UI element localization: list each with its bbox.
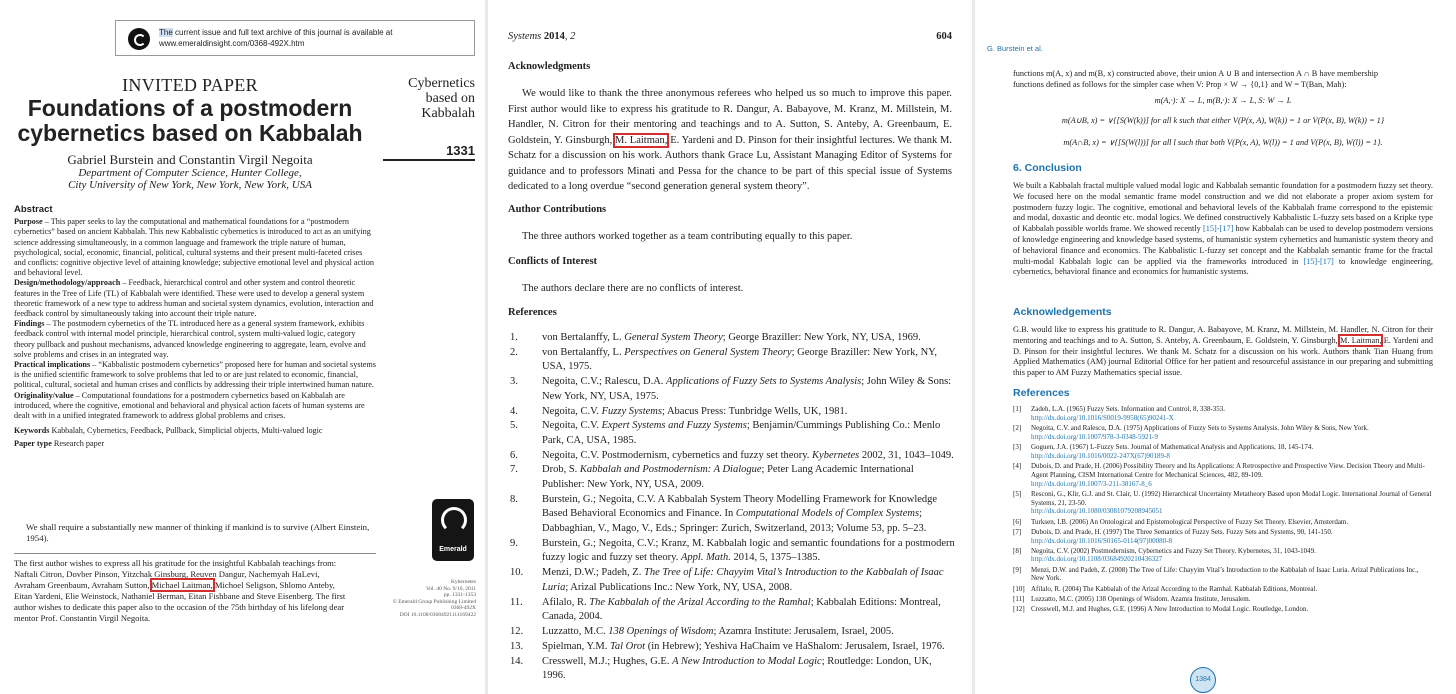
side-journal-title: Cybernetics based on Kabbalah — [408, 76, 475, 121]
doi-link[interactable]: http://dx.doi.org/10.1080/03081079208945051 — [1031, 507, 1163, 516]
abstract-heading: Abstract — [14, 204, 53, 215]
reference-item: [5] Resconi, G., Klir, G.J. and St. Clair, U. (1992) Hierarchical Uncertainty Metatheory Based upon Modal Logic. International Journal of General Systems, 21, 23-50. http://dx.doi.org/10.1080/03081079208945051 — [1013, 489, 1432, 516]
doi-link[interactable]: http://dx.doi.org/10.1016/S0019-9958(65)90241-X — [1031, 413, 1174, 422]
reference-item: 7. Drob, S. Kabbalah and Postmodernism: A Dialogue; Peter Lang Academic International Publisher: New York, NY, USA, 2009. — [510, 464, 914, 491]
reference-list — [510, 331, 956, 684]
formula-intersection: m(A∩B, x) = ∨{[S(W(l))] for all l such that both V(P(x, A), W(l)) = 1 and V(P(x, B), W(l)) = 1}. — [1063, 138, 1383, 147]
reference-item: 11. Afilalo, R. The Kabbalah of the Arizal According to the Ramhal; Kabbalah Editions: Montreal, Canada, 2004. — [510, 596, 941, 623]
reference-item: 4. Negoita, C.V. Fuzzy Systems; Abacus Press: Tunbridge Wells, UK, 1981. — [510, 405, 848, 417]
doi-link[interactable]: http://dx.doi.org/10.1007/978-3-0348-5921-9 — [1031, 432, 1158, 441]
affiliation-line-2: City University of New York, New York, New York, USA — [68, 179, 312, 191]
conflicts-text: The authors declare there are no conflicts of interest. — [522, 283, 744, 294]
running-head: G. Burstein et al. — [987, 44, 1043, 53]
reference-item: [3] Goguen, J.A. (1967) L-Fuzzy Sets. Journal of Mathematical Analysis and Applications, 18, 145-174. http://dx.doi.org/10.1016/0022-247X(67)90189-8 — [1013, 443, 1433, 461]
side-page-number: 1331 — [446, 143, 475, 158]
reference-item: 3. Negoita, C.V.; Ralescu, D.A. Applications of Fuzzy Sets to Systems Analysis; John Wiley & Sons: New York, NY, USA, 1975. — [510, 376, 952, 402]
ack-heading: Acknowledgments — [508, 61, 591, 72]
conclusion-heading: 6. Conclusion — [1013, 162, 1082, 174]
highlight-m-laitman: M. Laitman, — [1340, 335, 1382, 345]
doi-link[interactable]: http://dx.doi.org/10.1016/S0165-0114(97)00080-8 — [1031, 536, 1172, 545]
formula-union: m(A∪B, x) = ∨{[S(W(k))] for all k such that either V(P(x, A), W(k)) = 1 or V(P(x, B), W(k)) = 1} — [1061, 116, 1385, 125]
abstract-purpose: Purpose – This paper seeks to lay the computational and mathematical foundations for a “postmodern cybernetics” based on ancient Kabbalah. This new Kabbalistic cybernetics is introduced to act as an unifying science addressing simultaneously, in a common language and framework the triple nature of human, psychological, social, economic, financial, political, cultural systems and their present multi-faceted crises and conflicts: cognitive objective level of attaining knowledge; subjective emotional level and physical action and behavioral level. — [14, 217, 374, 278]
reference-item: 2. von Bertalanffy, L. Perspectives on General System Theory; George Braziller: New York, NY, USA, 1975. — [510, 346, 938, 373]
reference-item: 6. Negoita, C.V. Postmodernism, cybernetics and fuzzy set theory. Kybernetes 2002, 31, 1043–1049. — [510, 449, 954, 461]
reference-item: [1] Zadeh, L.A. (1965) Fuzzy Sets. Information and Control, 8, 338-353. http://dx.doi.org/10.1016/S0019-9958(65)90241-X — [1013, 405, 1433, 423]
abstract-design: Design/methodology/approach – Feedback, hierarchical control and other system and control theoretic features in the Tree of Life (TL) of Kabbalah were identified. These were used to develop a general system theoretic framework of a new type to address human and societal system dynamics, evolution, interaction and feedback control by simultaneously taking into account their triple nature. — [14, 278, 374, 319]
citation-link[interactable]: [15]-[17] — [1303, 256, 1334, 266]
page-systems — [488, 0, 972, 694]
reference-item: [10] Afilalo, R. (2004) The Kabbalah of the Arizal According to the Ramhal. Kabbalah Editions, Montreal. — [1013, 584, 1318, 593]
reference-item: [9] Menzi, D.W. and Padeh, Z. (2008) The Tree of Life: Chayyim Vital’s Introduction to the Kabbalah of Isaac Luria. Arizal Publications Inc., New York. — [1013, 565, 1419, 583]
reference-item: [8] Negoita, C.V. (2002) Postmodernism, Cybernetics and Fuzzy Set Theory. Kybernetes, 31, 1043-1049. http://dx.doi.org/10.1108/03684920210436327 — [1013, 547, 1433, 565]
page-applied-math — [975, 0, 1456, 694]
doi-link[interactable]: http://dx.doi.org/10.1016/0022-247X(67)90189-8 — [1031, 451, 1170, 460]
paper-kicker: INVITED PAPER — [122, 75, 258, 95]
ack-paragraph: We would like to thank the three anonymous referees who helped us so much to improve this paper. First author would like to express his gratitude to R. Dangur, A. Babayove, M. Kranz, M. Millstein, M. Handler, N. Citron for their mentoring and teachings and to A. Sutton, S. Anteby, A. Greenbaum, E. Goldstein, Y. Ginsburgh, M. Laitman, E. Yardeni and D. Pinson for their insightful lectures. We thank M. Schatz for a discussion on his work. Authors thank Grace Lu, Assistant Managing Editor of Systems for guidance and to professors Minati and Pessa for the chance to be part of this special issue of Systems dedicated to a long overdue “second generation general system theory”. — [508, 88, 952, 192]
abstract — [14, 205, 376, 450]
abstract-findings: Findings – The postmodern cybernetics of the TL introduced here as a general system framework, exhibits feedback control with internal model principle, hierarchical control, system multi-valued logic, category theory pullback and pushout mechanisms, advanced knowledge engineering to aggregate, learn, evolve and solve problems and crises in an integrated way. — [14, 319, 366, 359]
first-page-footnote: The first author wishes to express all his gratitude for the insightful Kabbalah teachings from: Naftali Citron, Dovber Pinson, Yitzchak Ginsburg, Reuven Dangur, Nachemyah HaLevi, Avraham Greenbaum, Avraham Sutton, Michael Laitman, Michoel Seligson, Shlomo Anteby, Eitan Yardeni, Elie Weinstock, Nathaniel Berman, Eitan Fishbane and Steve Eisenberg. The first author wishes to dedicate this paper also to the occasion of the 75th birthday of his lifelong dear mentor Prof. Constantin Virgil Negoita. — [14, 558, 346, 623]
abstract-originality: Originality/value – Computational foundations for a postmodern cybernetics based on Kabbalah are introduced, where the cognitive, emotional and behavioral and physical action facets of human systems are dealt with in a unified integrated framework to address global problems and crises. — [14, 390, 365, 421]
formula-maps: m(A,·): X → L, m(B,·): X → L, S: W → L — [1154, 96, 1292, 105]
refs-heading: References — [1013, 387, 1070, 399]
contrib-text: The three authors worked together as a team contributing equally to this paper. — [522, 231, 853, 242]
reference-item: 14. Cresswell, M.J.; Hughes, G.E. A New Introduction to Modal Logic; Routledge: London, UK, 1996. — [510, 655, 932, 682]
reference-item: [12] Cresswell, M.J. and Hughes, G.E. (1996) A New Introduction to Modal Logic. Routledge, London. — [1013, 605, 1309, 614]
abstract-practical: Practical implications – “Kabbalistic postmodern cybernetics” proposed here for human and societal systems is the unified scientific framework to solve problems that led to or are just related to economic, financial, political, cultural, societal and human crises and conflicts by addressing their triple intertwined human nature. — [14, 360, 376, 390]
reference-item: [11] Luzzatto, M.C. (2005) 138 Openings of Wisdom. Azamra Institute, Jerusalem. — [1013, 594, 1251, 603]
conflicts-heading: Conflicts of Interest — [508, 256, 598, 267]
reference-item: 9. Burstein, G.; Negoita, C.V.; Kranz, M. Kabbalah logic and semantic foundations for a postmodern fuzzy logic and fuzzy set theory. Appl. Math. 2014, 5, 1375–1385. — [510, 537, 955, 564]
emerald-notice-icon — [128, 28, 150, 50]
footnote-rule — [14, 553, 376, 554]
refs-heading: References — [508, 307, 557, 318]
citation-link[interactable]: [15]-[17] — [1202, 224, 1234, 234]
reference-item: 13. Spielman, Y.M. Tal Orot (in Hebrew); Yeshiva HaChaim ve HaShalom: Jerusalem, Israel, 1976. — [510, 640, 945, 652]
ack-paragraph: G.B. would like to express his gratitude to R. Dangur, A. Babayove, M. Kranz, M. Millstein, M. Handler, N. Citron for their mentoring and teachings and to A. Sutton, S. Anteby, A. Greenbaum, E. Goldstein, Y. Ginsburgh, M. Laitman, E. Yardeni and D. Pinson for their insightful lectures. We thank M. Schatz for a discussion on his work. Authors thank Tian Huang from Applied Mathematics (AM) journal Editorial Office for her patient and resourceful assistance in our preparing and submitting this paper to AM Fuzzy Mathematics special issue. — [1013, 325, 1433, 378]
doi-link[interactable]: http://dx.doi.org/10.1007/3-211-38167-8_6 — [1031, 479, 1152, 488]
keywords: Keywords Kabbalah, Cybernetics, Feedback, Pullback, Simplicial objects, Multi-valued logic — [14, 426, 323, 436]
doi-link[interactable]: http://dx.doi.org/10.1108/03684920210436327 — [1031, 555, 1163, 564]
reference-item: 12. Luzzatto, M.C. 138 Openings of Wisdom; Azamra Institute: Jerusalem, Israel, 2005. — [510, 625, 894, 637]
emerald-ring-icon — [441, 507, 467, 533]
page-number: 604 — [936, 31, 952, 42]
conclusion-text: We built a Kabbalah fractal multiple valued modal logic and Kabbalah semantic foundation for a postmodern fuzzy set theory. We focused here on the modal semantic frame model construction and we did not elaborate a proper axiom system for postmodern fuzzy logic. The cognitive, emotional and behavioral levels of the Kabbalah frame correspond to the epistemic and modal, doxastic and deontic etc. modal logics. We defined constructively Kabbalistic L-fuzzy sets based on a Kripke type of Kabbalah possible worlds frame. We showed recently [15]-[17] how Kabbalah can be used to develop postmodern versions of knowledge engineering and knowledge based systems, of humanistic system cybernetics and humanistic system theory and of behavioral finance and economics. The Kabbalistic L-fuzzy set concept and the Kabbalah semantic frame for the fractal multi-modal Kabbalah logic can be applied via the frameworks introduced in [15]-[17] to knowledge engineering, cybernetics, behavioral finance and economics for humanistic systems. — [1013, 181, 1433, 277]
ack-heading: Acknowledgements — [1013, 306, 1112, 318]
reference-item: 5. Negoita, C.V. Expert Systems and Fuzzy Systems; Benjamin/Cummings Publishing Co.: Menlo Park, CA, USA, 1985. — [510, 420, 941, 446]
notice-url[interactable]: www.emeraldinsight.com/0368-492X.htm — [159, 39, 305, 48]
highlight-m-laitman: M. Laitman, — [615, 134, 668, 146]
reference-item: 1. von Bertalanffy, L. General System Theory; George Braziller: New York, NY, USA, 1969. — [510, 332, 921, 343]
page-number-badge: 1384 — [1190, 667, 1216, 693]
einstein-quote: We shall require a substantially new manner of thinking if mankind is to survive (Albert Einstein, 1954). — [26, 522, 370, 543]
intro-lines: functions m(A, x) and m(B, x) constructed above, their union A ∪ B and intersection A ∩ B have membership functions defined as follows for the simpler case when V: Prop × W → {0,1} and W = T(Ban, Mah): — [1013, 69, 1379, 89]
affiliation-line-1: Department of Computer Science, Hunter College, — [78, 167, 302, 179]
reference-item: [7] Dubois, D. and Prade, H. (1997) The Three Semantics of Fuzzy Sets. Fuzzy Sets and Systems, 90, 141-150. http://dx.doi.org/10.1016/S0165-0114(97)00080-8 — [1013, 528, 1433, 546]
reference-item: 10. Menzi, D.W.; Padeh, Z. The Tree of Life: Chayyim Vital’s Introduction to the Kabbalah of Isaac Luria; Arizal Publications Inc.: New York, NY, USA, 2008. — [510, 567, 944, 593]
reference-item: [2] Negoita, C.V. and Ralescu, D.A. (1975) Applications of Fuzzy Sets to Systems Analysis. John Wiley & Sons, New York. http://dx.doi.org/10.1007/978-3-0348-5921-9 — [1013, 424, 1433, 442]
notice-text: The current issue and full text archive of this journal is available at — [159, 28, 393, 37]
page-kybernetes — [0, 0, 485, 694]
paper-authors: Gabriel Burstein and Constantin Virgil Negoita — [67, 152, 313, 167]
side-rule — [383, 159, 475, 161]
reference-list — [1013, 405, 1433, 615]
reference-item: [6] Turksen, I.B. (2006) An Ontological and Epistemological Perspective of Fuzzy Set Theory. Elsevier, Amsterdam. — [1013, 517, 1349, 526]
publication-info: Kybernetes Vol. 40 No. 9/10, 2011 pp. 1331-1353 © Emerald Group Publishing Limited 0368-492X DOI 10.1108/03684921111169422 — [392, 579, 476, 618]
contrib-heading: Author Contributions — [508, 204, 607, 215]
reference-item: 8. Burstein, G.; Negoita, C.V. A Kabbalah System Theory Modelling Framework for Knowledge Based Behavioral Economics and Finance. In Computational Models of Complex Systems; Dabbaghian, V., Mago, V., Eds.; Springer: Zurich, Switzerland, 2013; Volume 53, pp. 5–23. — [510, 493, 938, 535]
reference-item: [4] Dubois, D. and Prade, H. (2006) Possibility Theory and Its Applications: A Retrospective and Prospective View. Decision Theory and Multi-Agent Planning, CISM International Centre for Mechanical Sciences, 482, 89-109. http://dx.doi.org/10.1007/3-211-38167-8_6 — [1013, 462, 1433, 488]
paper-type: Paper type Research paper — [14, 439, 105, 449]
emerald-logo: Emerald — [432, 499, 474, 561]
running-head: Systems 2014, 2 — [508, 31, 576, 42]
journal-notice-box — [115, 20, 475, 56]
highlight-michael-laitman: Michael Laitman, — [151, 579, 213, 590]
paper-title: Foundations of a postmodern cybernetics based on Kabbalah — [17, 95, 363, 146]
